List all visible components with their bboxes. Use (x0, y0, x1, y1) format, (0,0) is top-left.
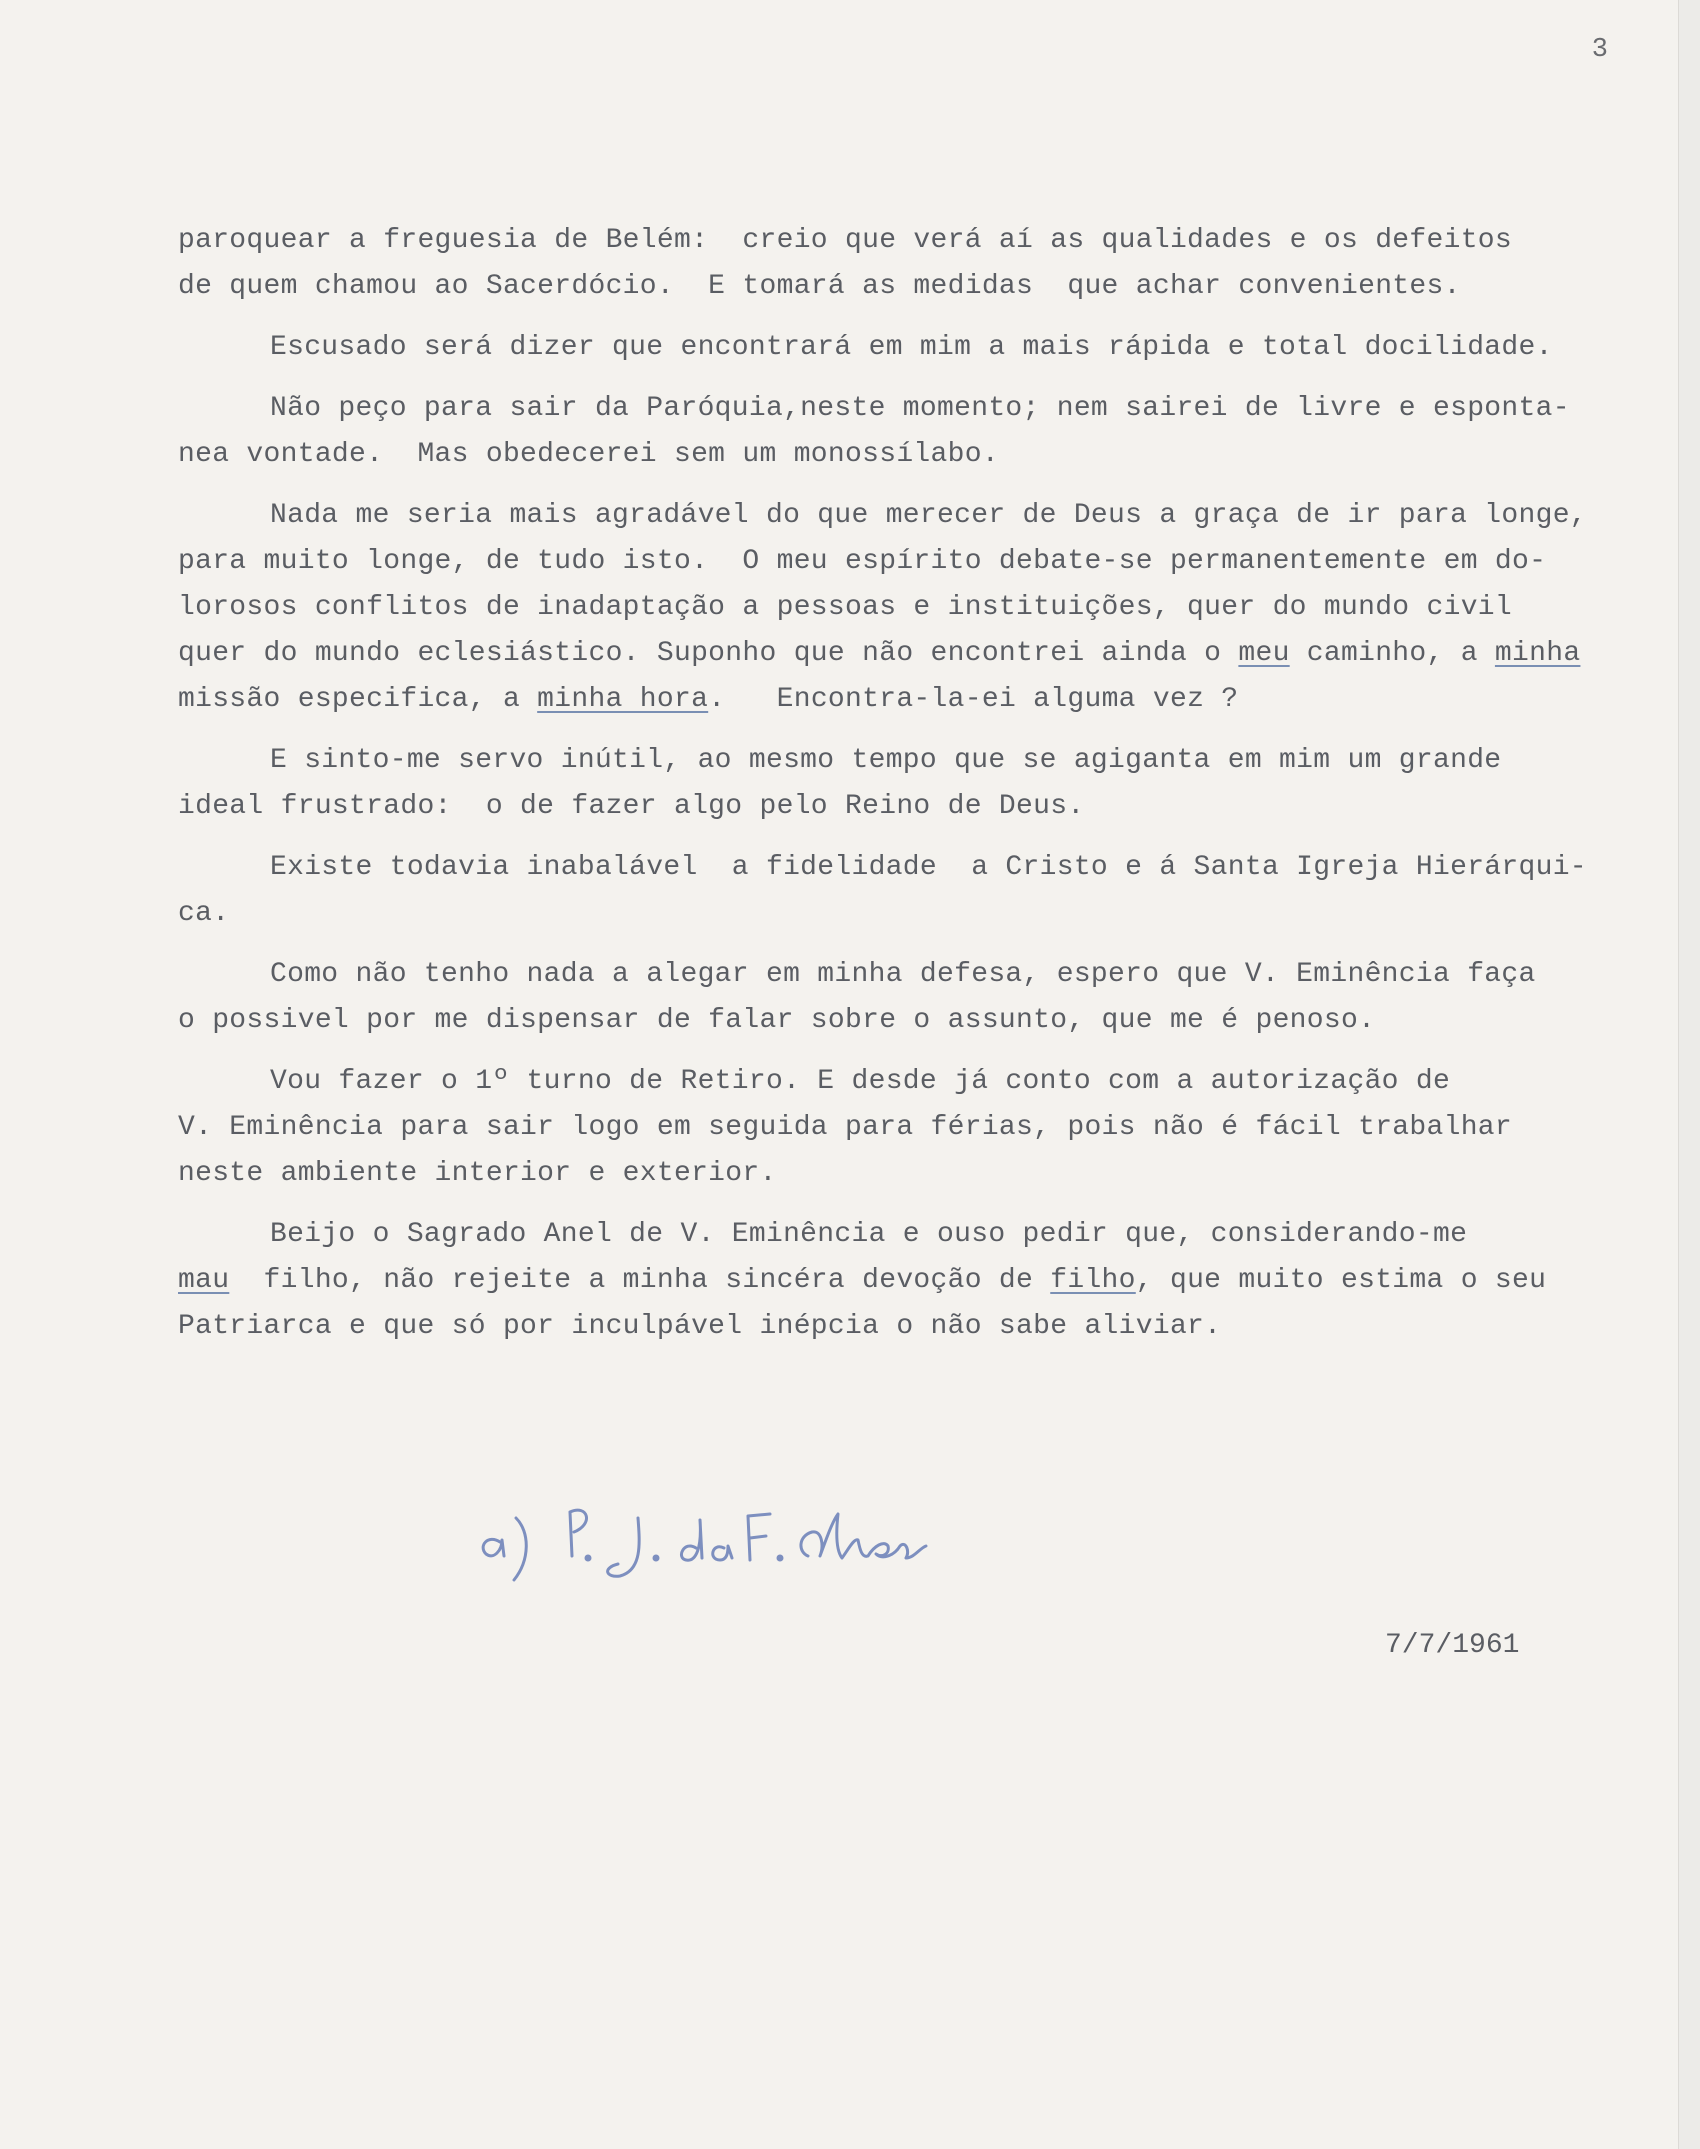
paragraph (178, 738, 1618, 830)
text-line (178, 1304, 1618, 1350)
text-segment: neste ambiente interior e exterior. (178, 1158, 777, 1189)
text-line (178, 264, 1618, 310)
paragraph (178, 1059, 1618, 1197)
text-segment: paroquear a freguesia de Belém: creio que verá aí as qualidades e os defeitos (178, 225, 1513, 256)
underlined-word: meu (1238, 638, 1290, 669)
text-segment: Não peço para sair da Paróquia,neste momento; nem sairei de livre e esponta- (270, 393, 1570, 424)
text-segment: ideal frustrado: o de fazer algo pelo Reino de Deus. (178, 791, 1085, 822)
text-line (178, 784, 1618, 830)
text-line (178, 1258, 1618, 1304)
paragraph (178, 952, 1618, 1044)
text-line (178, 493, 1618, 539)
paragraph (178, 218, 1618, 310)
text-segment: nea vontade. Mas obedecerei sem um monossílabo. (178, 439, 999, 470)
underlined-word: filho (1050, 1265, 1136, 1296)
text-line (178, 631, 1618, 677)
text-segment: para muito longe, de tudo isto. O meu espírito debate-se permanentemente em do- (178, 546, 1547, 577)
handwritten-signature (470, 1460, 990, 1590)
text-segment: missão especifica, a (178, 684, 538, 715)
paragraph (178, 386, 1618, 478)
text-segment: filho, não rejeite a minha sincéra devoção de (229, 1265, 1051, 1296)
text-segment: ca. (178, 898, 230, 929)
signature-drawing (470, 1460, 990, 1590)
text-line (178, 1105, 1618, 1151)
text-segment: E sinto-me servo inútil, ao mesmo tempo que se agiganta em mim um grande (270, 745, 1502, 776)
text-line (178, 325, 1618, 371)
text-line (178, 891, 1618, 937)
paragraph (178, 1212, 1618, 1350)
text-segment: Escusado será dizer que encontrará em mim a mais rápida e total docilidade. (270, 332, 1553, 363)
text-line (178, 1151, 1618, 1197)
underlined-word: minha hora (537, 684, 709, 715)
text-segment: Vou fazer o 1º turno de Retiro. E desde já conto com a autorização de (270, 1066, 1451, 1097)
text-line (178, 998, 1618, 1044)
text-segment: caminho, a (1289, 638, 1495, 669)
text-line (178, 218, 1618, 264)
text-segment: V. Eminência para sair logo em seguida para férias, pois não é fácil trabalhar (178, 1112, 1513, 1143)
text-segment: Beijo o Sagrado Anel de V. Eminência e ouso pedir que, considerando-me (270, 1219, 1468, 1250)
text-segment: Como não tenho nada a alegar em minha defesa, espero que V. Eminência faça (270, 959, 1536, 990)
text-segment: de quem chamou ao Sacerdócio. E tomará as medidas que achar convenientes. (178, 271, 1461, 302)
paragraph (178, 493, 1618, 723)
text-segment: Nada me seria mais agradável do que merecer de Deus a graça de ir para longe, (270, 500, 1587, 531)
paper-edge (1678, 0, 1700, 2149)
text-line (178, 386, 1618, 432)
underlined-word: minha (1494, 638, 1581, 669)
text-line (178, 432, 1618, 478)
text-line (178, 677, 1618, 723)
text-segment: Patriarca e que só por inculpável inépcia o não sabe aliviar. (178, 1311, 1222, 1342)
text-line (178, 952, 1618, 998)
text-segment: , que muito estima o seu (1135, 1265, 1547, 1296)
text-line (178, 738, 1618, 784)
text-segment: o possivel por me dispensar de falar sobre o assunto, que me é penoso. (178, 1005, 1376, 1036)
text-line (178, 585, 1618, 631)
text-line (178, 1212, 1618, 1258)
text-segment: quer do mundo eclesiástico. Suponho que não encontrei ainda o (178, 638, 1239, 669)
text-segment: . Encontra-la-ei alguma vez ? (708, 684, 1239, 715)
paragraph (178, 325, 1618, 371)
page-number: 3 (1591, 35, 1608, 65)
text-segment: lorosos conflitos de inadaptação a pessoas e instituições, quer do mundo civil (178, 592, 1513, 623)
paragraph (178, 845, 1618, 937)
underlined-word: mau (178, 1265, 230, 1296)
text-line (178, 845, 1618, 891)
text-segment: Existe todavia inabalável a fidelidade a Cristo e á Santa Igreja Hierárqui- (270, 852, 1587, 883)
letter-date: 7/7/1961 (1385, 1630, 1520, 1661)
text-line (178, 539, 1618, 585)
letter-body (178, 218, 1618, 1365)
text-line (178, 1059, 1618, 1105)
